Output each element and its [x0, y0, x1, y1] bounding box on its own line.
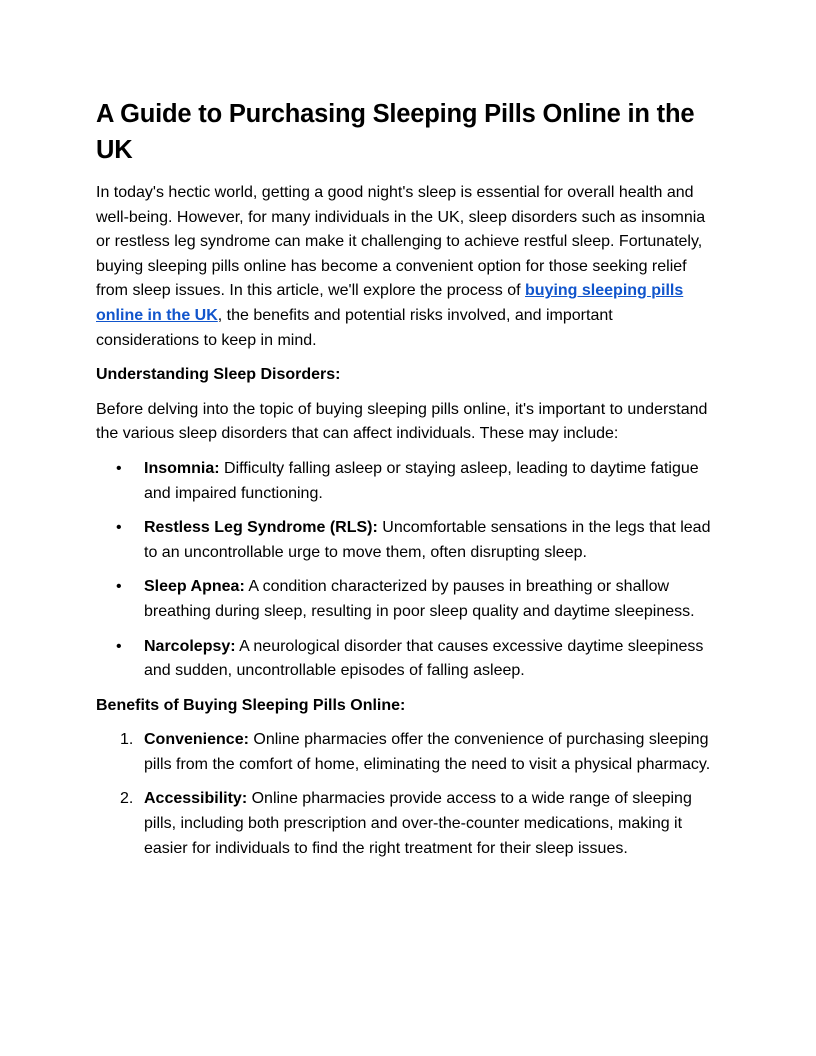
list-item-text: Online pharmacies offer the convenience of purchasing sleeping pills from the comfort of home, eliminating the need to visit a physical pharmacy.	[144, 731, 711, 773]
list-item-term: Restless Leg Syndrome (RLS):	[144, 519, 378, 537]
intro-text-after-link: , the benefits and potential risks involved, and important considerations to keep in mind.	[96, 306, 613, 349]
bullet-marker: •	[116, 519, 122, 537]
bullet-marker: •	[116, 637, 122, 655]
number-marker: 1.	[120, 731, 134, 749]
list-item-rls	[96, 516, 720, 565]
list-item-term: Sleep Apnea:	[144, 578, 245, 596]
list-item-convenience	[96, 728, 720, 777]
number-marker: 2.	[120, 790, 134, 808]
list-item-accessibility	[96, 787, 720, 861]
bullet-marker: •	[116, 578, 122, 596]
list-item-insomnia	[96, 457, 720, 506]
sleep-disorders-paragraph: Before delving into the topic of buying sleeping pills online, it's important to understand the various sleep disorders that can affect individuals. These may include:	[96, 400, 708, 443]
intro-paragraph	[96, 181, 720, 353]
list-item-text: Difficulty falling asleep or staying asleep, leading to daytime fatigue and impaired functioning.	[144, 459, 699, 502]
list-item-text: A neurological disorder that causes excessive daytime sleepiness and sudden, uncontrollable episodes of falling asleep.	[144, 637, 704, 680]
list-item-term: Narcolepsy:	[144, 637, 236, 655]
list-item-text: Online pharmacies provide access to a wide range of sleeping pills, including both prescription and over-the-counter medications, making it easier for individuals to find the right treatment for their sleep issues.	[144, 790, 692, 857]
buy-sleeping-pills-link[interactable]: buying sleeping pills online in the UK	[96, 282, 684, 324]
list-item-narcolepsy	[96, 635, 720, 684]
intro-text-before-link: In today's hectic world, getting a good night's sleep is essential for overall health and well-being. However, for many individuals in the UK, sleep disorders such as insomnia or restless leg syndrome can make it challenging to achieve restful sleep. Fortunately, buying sleeping pills online has become a convenient option for those seeking relief from sleep issues. In this article, we'll explore the process of	[96, 184, 706, 300]
list-item-text: A condition characterized by pauses in breathing or shallow breathing during sleep, resulting in poor sleep quality and daytime sleepiness.	[144, 578, 695, 620]
list-item-sleep-apnea	[96, 575, 720, 624]
section-heading-sleep-disorders: Understanding Sleep Disorders:	[96, 366, 341, 384]
page-title: A Guide to Purchasing Sleeping Pills Online in the UK	[96, 100, 695, 164]
list-item-term: Convenience:	[144, 731, 249, 749]
section-heading-benefits: Benefits of Buying Sleeping Pills Online:	[96, 696, 406, 714]
list-item-term: Accessibility:	[144, 790, 248, 808]
document-page	[96, 96, 720, 871]
benefits-list	[96, 728, 720, 861]
bullet-marker: •	[116, 459, 122, 477]
list-item-term: Insomnia:	[144, 459, 220, 477]
sleep-disorders-list	[96, 457, 720, 684]
list-item-text: Uncomfortable sensations in the legs that lead to an uncontrollable urge to move them, often disrupting sleep.	[144, 519, 711, 561]
